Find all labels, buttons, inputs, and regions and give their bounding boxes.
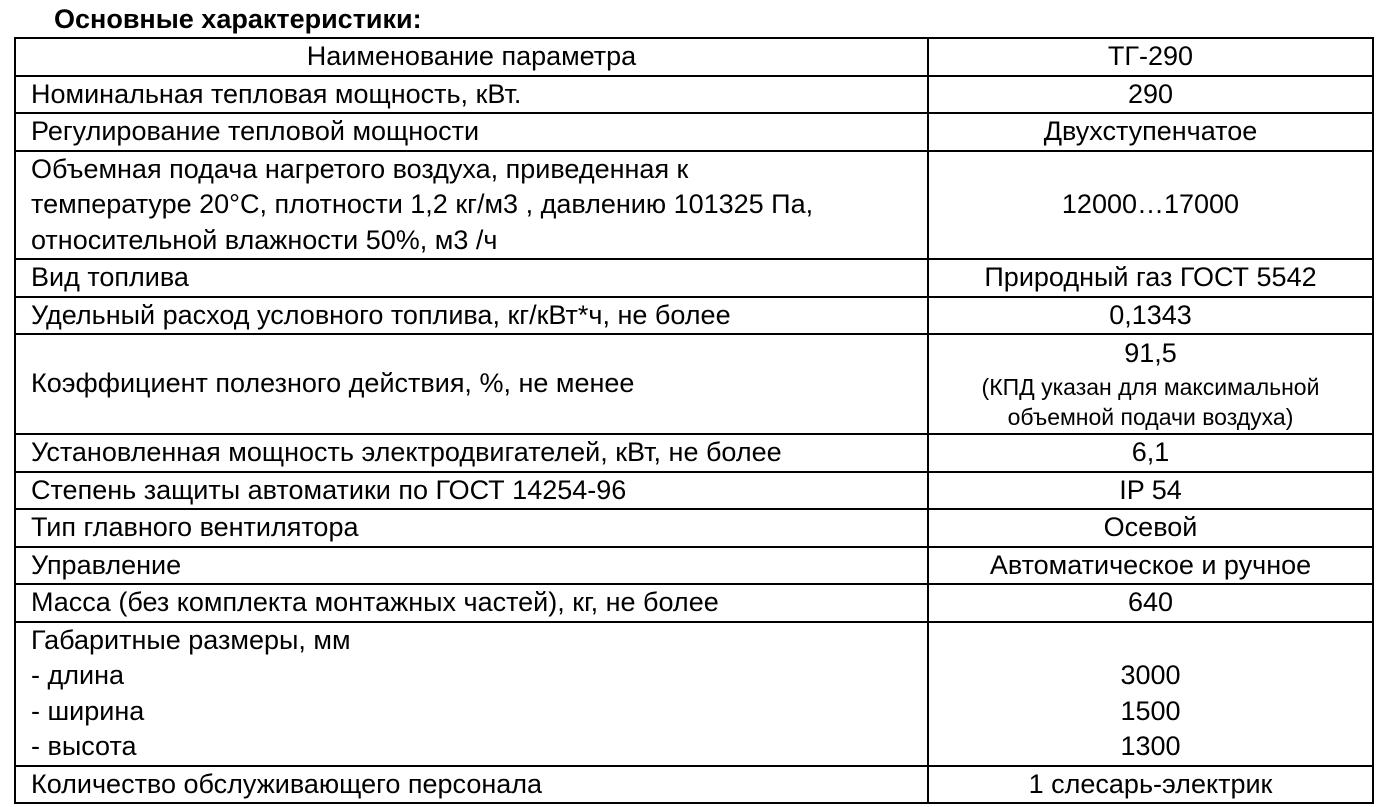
value-cell: 6,1: [928, 434, 1373, 472]
table-row: [15, 151, 1373, 260]
param-line: - длина: [31, 660, 125, 690]
value-cell: IP 54: [928, 472, 1373, 510]
param-line: - ширина: [31, 695, 145, 726]
table-row: [15, 766, 1373, 804]
param-line: температуре 20°С, плотности 1,2 кг/м3 , давлению 101325 Па,: [31, 189, 814, 219]
table-row: [15, 509, 1373, 547]
value-cell: Двухступенчатое: [928, 113, 1373, 151]
table-header-row: [15, 38, 1373, 76]
value-cell: 1 слесарь-электрик: [928, 766, 1373, 804]
param-cell: Коэффициент полезного действия, %, не менее: [15, 334, 928, 434]
param-line: относительной влажности 50%, м3 /ч: [31, 224, 498, 255]
table-row: [15, 472, 1373, 510]
value-cell: 640: [928, 584, 1373, 622]
header-param: Наименование параметра: [15, 38, 928, 76]
table-row: [15, 297, 1373, 335]
param-cell: Установленная мощность электродвигателей, кВт, не более: [15, 434, 928, 472]
param-cell: Номинальная тепловая мощность, кВт.: [15, 76, 928, 114]
param-cell: Вид топлива: [15, 259, 928, 297]
table-row: [15, 434, 1373, 472]
param-cell: Управление: [15, 547, 928, 585]
table-row: [15, 334, 1373, 434]
value-line: 1500: [1120, 695, 1181, 726]
value-cell: [928, 622, 1373, 766]
param-cell: [15, 151, 928, 260]
value-line: 1300: [1120, 731, 1181, 761]
param-line: Объемная подача нагретого воздуха, приведенная к: [31, 153, 689, 184]
value-cell: 12000…17000: [928, 151, 1373, 260]
table-row: [15, 76, 1373, 114]
param-cell: Регулирование тепловой мощности: [15, 113, 928, 151]
param-cell: Удельный расход условного топлива, кг/кВт*ч, не более: [15, 297, 928, 335]
value-line: 3000: [1120, 660, 1181, 690]
header-value: ТГ-290: [928, 38, 1373, 76]
section-heading: Основные характеристики:: [54, 4, 422, 34]
param-cell: [15, 622, 928, 766]
table-row: [15, 547, 1373, 585]
table-row: [15, 584, 1373, 622]
value-cell: Автоматическое и ручное: [928, 547, 1373, 585]
specifications-table: [14, 37, 1374, 804]
value-note: (КПД указан для максимальной: [981, 374, 1320, 401]
param-cell: Количество обслуживающего персонала: [15, 766, 928, 804]
value-note: объемной подачи воздуха): [1007, 404, 1294, 431]
param-cell: Тип главного вентилятора: [15, 509, 928, 547]
table-row: [15, 113, 1373, 151]
value-cell: 290: [928, 76, 1373, 114]
value-cell: 0,1343: [928, 297, 1373, 335]
value-cell: Осевой: [928, 509, 1373, 547]
value-cell: [928, 334, 1373, 434]
value-cell: Природный газ ГОСТ 5542: [928, 259, 1373, 297]
value-line: 91,5: [1124, 337, 1177, 368]
table-row: [15, 259, 1373, 297]
table-row: [15, 622, 1373, 766]
param-line: Габаритные размеры, мм: [31, 624, 351, 655]
param-cell: Масса (без комплекта монтажных частей), кг, не более: [15, 584, 928, 622]
param-cell: Степень защиты автоматики по ГОСТ 14254-96: [15, 472, 928, 510]
param-line: - высота: [31, 731, 137, 761]
